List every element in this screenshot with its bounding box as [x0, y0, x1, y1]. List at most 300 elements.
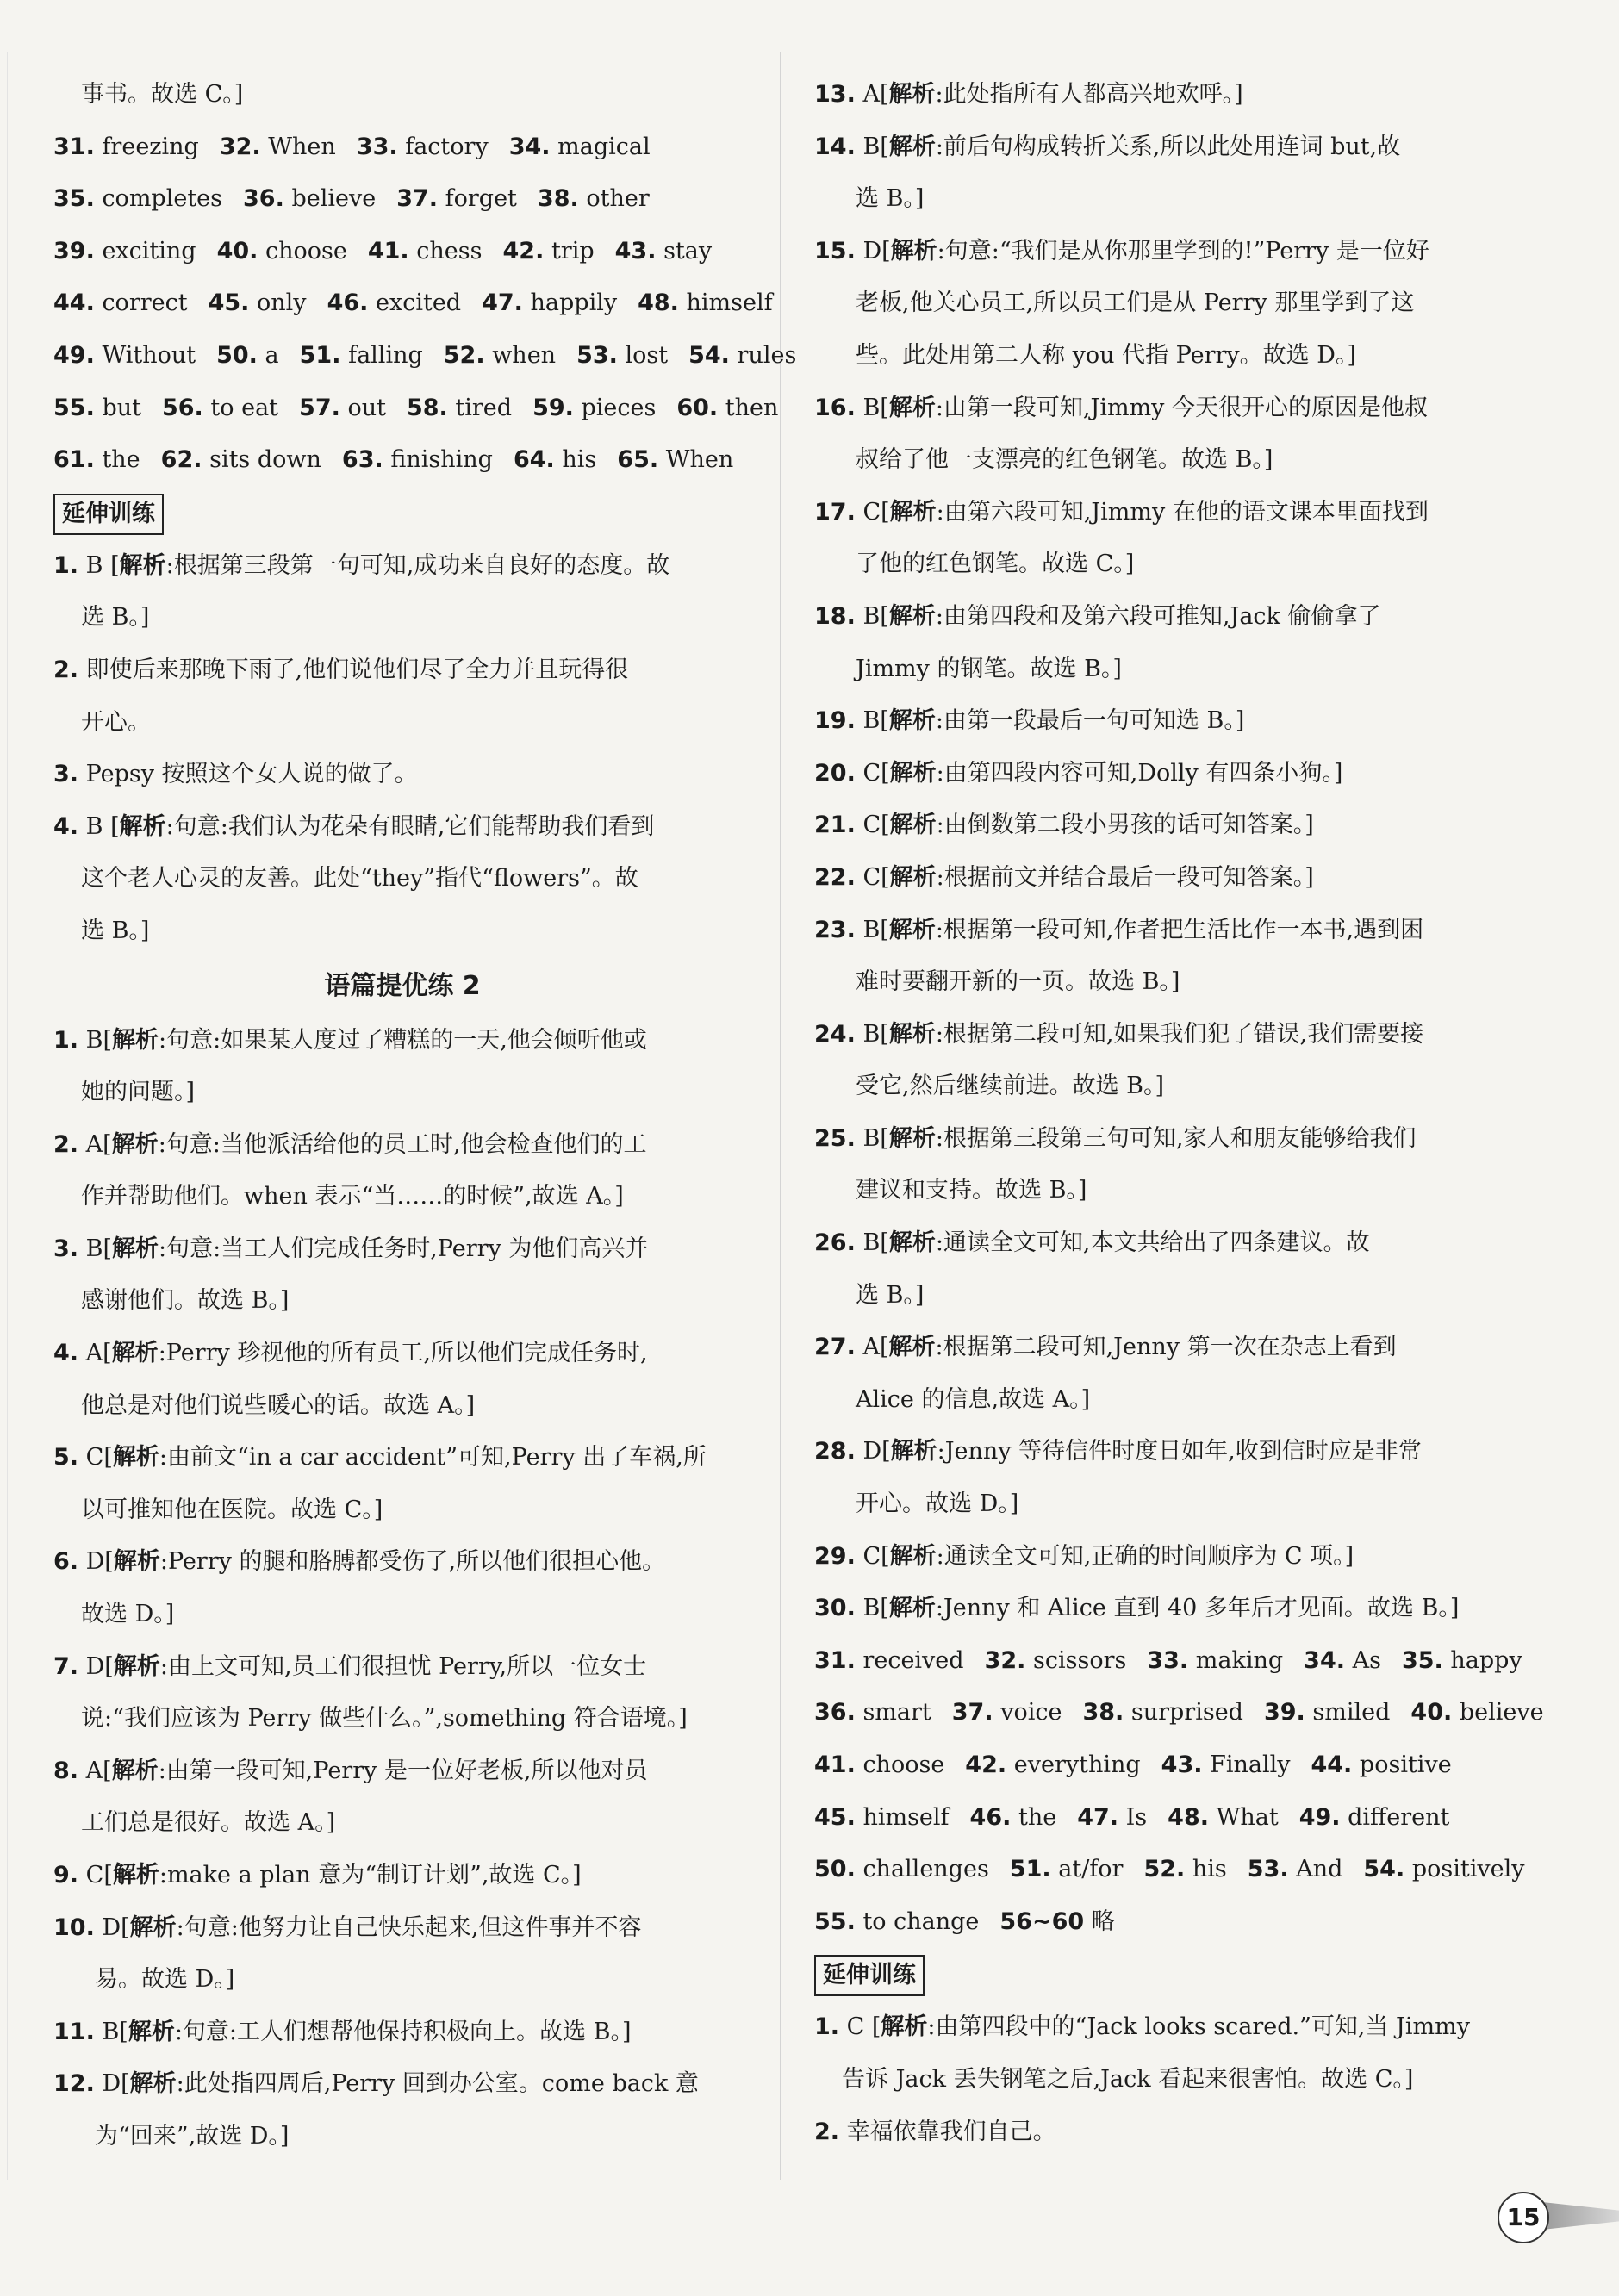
- continuation-line: [814, 173, 1529, 226]
- answer-item: [676, 383, 778, 435]
- answer-word: then: [725, 394, 779, 421]
- answer-item: [576, 330, 668, 383]
- analysis-text: :此处指所有人都高兴地欢呼。]: [935, 81, 1243, 108]
- question-number: 31.: [814, 1646, 856, 1674]
- answer-word: excited: [376, 289, 462, 317]
- answer-item: [368, 226, 483, 278]
- answer-item: [482, 277, 617, 330]
- analysis-text: :由第四段和及第六段可推知,Jack 偷偷拿了: [935, 602, 1381, 630]
- answer-letter: C: [85, 1862, 104, 1888]
- answer-rows: [814, 1635, 1544, 1949]
- analysis-text: 开心。故选 D。]: [856, 1490, 1019, 1518]
- analysis-text: 老板,他关心员工,所以员工们是从 Perry 那里学到了这: [856, 289, 1415, 317]
- question-number: 39.: [53, 237, 95, 264]
- analysis-text: 易。故选 D。]: [95, 1966, 235, 1994]
- answer-word: surprised: [1130, 1699, 1243, 1727]
- answer-item: [503, 226, 595, 278]
- answer-word: lost: [625, 341, 669, 369]
- analysis-tag: 解析: [889, 863, 937, 891]
- continuation-line: [53, 1171, 751, 1223]
- question-number: 52.: [1143, 1856, 1186, 1883]
- answer-item: [970, 1792, 1057, 1845]
- right-column: [814, 69, 1544, 2158]
- question-number: 2.: [53, 1130, 79, 1158]
- answer-word: his: [1192, 1856, 1227, 1883]
- question-number: 36.: [814, 1699, 856, 1727]
- continuation-line: [814, 330, 1529, 383]
- answer-text: C [: [846, 2013, 881, 2041]
- answer-word: received: [862, 1646, 964, 1674]
- analysis-tag: 解析: [888, 394, 936, 421]
- question-number: 43.: [1161, 1752, 1203, 1778]
- analysis-tag: 解析: [888, 1595, 936, 1622]
- question-number: 10.: [53, 1913, 95, 1941]
- answer-letter: B: [862, 602, 881, 630]
- question-number: 14.: [814, 133, 856, 160]
- answer-word: making: [1195, 1646, 1284, 1674]
- answer-letter: D: [102, 1913, 121, 1941]
- analysis-tag: 解析: [888, 1334, 936, 1361]
- page-number: 15: [1498, 2192, 1549, 2243]
- answer-item: [532, 383, 656, 435]
- answer-text: 即使后来那晚下雨了,他们说他们尽了全力并且玩得很: [85, 656, 629, 683]
- answer-word: everything: [1013, 1752, 1141, 1778]
- answer-item: [688, 330, 796, 383]
- answer-item: [814, 1687, 931, 1739]
- answer-line: 18. B[解析:由第四段和及第六段可推知,Jack 偷偷拿了: [814, 602, 1381, 630]
- question-number: 15.: [814, 237, 856, 264]
- answer-word: finishing: [390, 446, 493, 474]
- answer-letter: B: [862, 707, 881, 735]
- answer-letter: D: [85, 1548, 105, 1576]
- analysis-tag: 解析: [889, 759, 937, 787]
- question-number: 46.: [969, 1803, 1012, 1831]
- answer-word: himself: [686, 289, 773, 317]
- analysis-text: 建议和支持。故选 B。]: [856, 1177, 1087, 1204]
- answer-item: [300, 330, 423, 383]
- answer-item: [814, 1844, 989, 1896]
- extension-heading: [814, 1948, 1529, 2001]
- answer-line: 3. B[解析:句意:当工人们完成任务时,Perry 为他们高兴并: [53, 1235, 649, 1262]
- question-number: 54.: [688, 341, 730, 369]
- answer-row: [53, 330, 797, 383]
- answer-word: out: [347, 394, 386, 421]
- answer-item: [1363, 1844, 1524, 1896]
- analysis-tag: 解析: [112, 1444, 159, 1472]
- answer-word: happily: [530, 289, 618, 317]
- answer-letter: D: [102, 2070, 121, 2098]
- answer-letter: C: [862, 812, 881, 839]
- analysis-text: :句意:工人们想帮他保持积极向上。故选 B。]: [174, 2018, 632, 2045]
- analysis-text: 说:“我们应该为 Perry 做些什么。”,something 符合语境。]: [81, 1705, 688, 1733]
- extension-list: [53, 540, 751, 958]
- question-number: 49.: [53, 341, 95, 369]
- continuation-line: [814, 956, 1529, 1009]
- answer-item: [53, 330, 196, 383]
- answer-line: 17. C[解析:由第六段可知,Jimmy 在他的语文课本里面找到: [814, 498, 1429, 526]
- answer-word: happy: [1450, 1646, 1522, 1674]
- continuation-line: [814, 1478, 1529, 1531]
- question-number: 3.: [53, 761, 79, 788]
- answer-word: himself: [862, 1803, 950, 1831]
- answer-word: What: [1216, 1803, 1279, 1831]
- answer-letter: B: [862, 916, 881, 943]
- question-number: 44.: [53, 289, 95, 317]
- continuation-line: [53, 1275, 751, 1328]
- analysis-tag: 解析: [889, 498, 937, 526]
- answer-item: [327, 277, 462, 330]
- analysis-text: :句意:如果某人度过了糟糕的一天,他会倾听他或: [159, 1026, 647, 1054]
- answer-line: 4. A[解析:Perry 珍视他的所有员工,所以他们完成任务时,: [53, 1340, 648, 1367]
- continuation-line: [53, 1067, 751, 1119]
- question-number: 3.: [53, 1235, 79, 1262]
- answer-word: only: [257, 289, 307, 317]
- analysis-text: 工们总是很好。故选 A。]: [81, 1809, 336, 1837]
- question-number: 18.: [814, 602, 856, 630]
- question-number: 46.: [327, 289, 369, 317]
- page-tab-decoration: [1542, 2202, 1619, 2230]
- answer-word: choose: [862, 1752, 945, 1778]
- answer-word: When: [665, 446, 734, 474]
- question-number: 5.: [53, 1444, 79, 1472]
- question-number: 45.: [814, 1803, 856, 1831]
- question-number: 34.: [1304, 1646, 1346, 1674]
- answer-row: [814, 1739, 1529, 1792]
- answer-word: chess: [416, 237, 483, 264]
- answer-item: [1304, 1635, 1381, 1688]
- answer-item: [1143, 1844, 1226, 1896]
- analysis-text: :句意:当他派活给他的员工时,他会检查他们的工: [158, 1130, 647, 1158]
- answer-letter: A: [862, 81, 880, 108]
- answer-item: [407, 383, 512, 435]
- answer-letter: C: [85, 1444, 104, 1472]
- analysis-text: 选 B。]: [81, 917, 150, 944]
- analysis-tag: 解析: [888, 81, 936, 108]
- question-number: 11.: [53, 2018, 95, 2045]
- answer-letter: A: [862, 1334, 880, 1361]
- answer-item: [1082, 1687, 1243, 1739]
- answer-word: rules: [737, 341, 797, 369]
- answer-word: a: [265, 341, 279, 369]
- answer-word: when: [492, 341, 557, 369]
- answer-item: [220, 121, 336, 174]
- answer-item: [53, 121, 199, 174]
- extension-title: 延伸训练: [53, 494, 164, 535]
- answer-line: 14. B[解析:前后句构成转折关系,所以此处用连词 but,故: [814, 133, 1401, 160]
- answer-line: 20. C[解析:由第四段内容可知,Dolly 有四条小狗。]: [814, 759, 1343, 787]
- extension-item: [814, 2001, 1529, 2054]
- question-number: 29.: [814, 1542, 856, 1570]
- answer-item: [53, 226, 196, 278]
- question-number: 31.: [53, 133, 95, 160]
- analysis-tag: 解析: [888, 133, 936, 160]
- answer-word: other: [586, 185, 650, 213]
- continuation-line: [53, 1589, 751, 1641]
- question-number: 1.: [53, 1026, 79, 1054]
- question-number: 37.: [396, 185, 439, 213]
- question-number: 32.: [219, 133, 261, 160]
- answer-word: correct: [102, 289, 188, 317]
- question-number: 8.: [53, 1757, 79, 1784]
- analysis-text: Alice 的信息,故选 A。]: [856, 1385, 1091, 1413]
- answer-letter: C: [862, 759, 881, 787]
- analysis-text: :根据第二段可知,如果我们犯了错误,我们需要接: [935, 1020, 1424, 1048]
- answer-row: [53, 434, 751, 487]
- answer-item: [509, 121, 651, 174]
- answer-letter: B: [862, 1595, 881, 1622]
- analysis-text: 以可推知他在医院。故选 C。]: [81, 1496, 383, 1523]
- continuation-line: [53, 1954, 751, 2007]
- answer-line: 11. B[解析:句意:工人们想帮他保持积极向上。故选 B。]: [53, 2018, 632, 2045]
- analysis-text: :前后句构成转折关系,所以此处用连词 but,故: [935, 133, 1401, 160]
- question-number: 54.: [1363, 1856, 1405, 1883]
- answer-word: to change: [862, 1907, 980, 1935]
- extension-item: [53, 801, 751, 854]
- question-number: 4.: [53, 812, 79, 840]
- question-number: 49.: [1298, 1803, 1341, 1831]
- question-number: 62.: [160, 446, 202, 474]
- analysis-tag: 解析: [112, 1862, 159, 1888]
- analysis-tag: 解析: [888, 602, 936, 630]
- analysis-text: 了他的红色钢笔。故选 C。]: [856, 551, 1135, 578]
- analysis-text: :Jenny 等待信件时度日如年,收到信时应是非常: [937, 1438, 1422, 1465]
- analysis-tag: 解析: [881, 2013, 928, 2041]
- answer-item: [216, 330, 279, 383]
- continuation-line: [814, 277, 1529, 330]
- answer-word: believe: [291, 185, 377, 213]
- continuation-line: [814, 434, 1529, 487]
- answer-item: [299, 383, 386, 435]
- analysis-tag: 解析: [111, 1757, 159, 1784]
- analysis-text: :句意:当工人们完成任务时,Perry 为他们高兴并: [159, 1235, 649, 1262]
- question-number: 53.: [576, 341, 618, 369]
- answer-line: 2. A[解析:句意:当他派活给他的员工时,他会检查他们的工: [53, 1130, 647, 1158]
- answer-word: trip: [551, 237, 595, 264]
- question-number: 55.: [53, 394, 95, 421]
- answer-item: [396, 173, 517, 226]
- analysis-text: :由第一段最后一句可知选 B。]: [935, 707, 1245, 735]
- analysis-tag: 解析: [888, 1020, 936, 1048]
- extension-item: [53, 644, 751, 697]
- answer-item: [814, 1792, 950, 1845]
- answer-letter: D: [862, 1438, 882, 1465]
- question-number: 4.: [53, 1340, 79, 1367]
- question-number: 56~60: [999, 1907, 1085, 1935]
- question-number: 61.: [53, 446, 95, 474]
- answer-item: [444, 330, 556, 383]
- analysis-text: :根据第三段第一句可知,成功来自良好的态度。故: [165, 551, 670, 579]
- answer-row: [53, 226, 751, 278]
- question-number: 6.: [53, 1548, 79, 1576]
- question-number: 60.: [676, 394, 719, 421]
- question-number: 9.: [53, 1862, 79, 1888]
- answer-word: And: [1296, 1856, 1343, 1883]
- analysis-text: :根据第二段可知,Jenny 第一次在杂志上看到: [935, 1334, 1397, 1361]
- question-number: 55.: [814, 1907, 856, 1935]
- analysis-tag: 解析: [129, 1913, 177, 1941]
- answer-letter: C: [862, 1542, 881, 1570]
- continuation-line: [53, 853, 751, 905]
- answer-text: 幸福依靠我们自己。: [846, 2118, 1056, 2145]
- answer-item: [1410, 1687, 1543, 1739]
- answer-text: Pepsy 按照这个女人说的做了。: [85, 761, 418, 788]
- answer-line: 7. D[解析:由上文可知,员工们很担忧 Perry,所以一位女士: [53, 1652, 647, 1680]
- analysis-tag: 解析: [888, 707, 936, 735]
- answer-row: [53, 173, 751, 226]
- question-number: 37.: [951, 1699, 993, 1727]
- answer-text: B [: [85, 551, 120, 579]
- question-number: 40.: [1410, 1699, 1453, 1727]
- analysis-text: :通读全文可知,正确的时间顺序为 C 项。]: [936, 1542, 1354, 1570]
- analysis-text: 受它,然后继续前进。故选 B。]: [856, 1073, 1165, 1100]
- question-number: 16.: [814, 394, 856, 421]
- continuation-line: [53, 1484, 751, 1537]
- answer-item: [985, 1635, 1127, 1688]
- answer-line: 1. B[解析:句意:如果某人度过了糟糕的一天,他会倾听他或: [53, 1026, 647, 1054]
- analysis-text: :句意:他努力让自己快乐起来,但这件事并不容: [176, 1913, 642, 1941]
- answer-line: 9. C[解析:make a plan 意为“制订计划”,故选 C。]: [53, 1862, 582, 1888]
- answer-item: [1299, 1792, 1450, 1845]
- answer-item: [814, 1635, 964, 1688]
- question-number: 38.: [537, 185, 579, 213]
- question-number: 40.: [216, 237, 258, 264]
- question-number: 34.: [508, 133, 551, 160]
- analysis-tag: 解析: [889, 1542, 937, 1570]
- answer-item: [1077, 1792, 1147, 1845]
- answer-word: 略: [1091, 1907, 1115, 1935]
- analysis-tag: 解析: [128, 2018, 175, 2045]
- question-number: 33.: [356, 133, 398, 160]
- answer-line: 10. D[解析:句意:他努力让自己快乐起来,但这件事并不容: [53, 1913, 642, 1941]
- answer-line: 19. B[解析:由第一段最后一句可知选 B。]: [814, 707, 1245, 735]
- answer-word: Without: [102, 341, 196, 369]
- answer-item: [1010, 1844, 1124, 1896]
- question-number: 58.: [406, 394, 448, 421]
- analysis-text: 他总是对他们说些暖心的话。故选 A。]: [81, 1391, 476, 1419]
- analysis-text: :句意:我们认为花朵有眼睛,它们能帮助我们看到: [165, 812, 655, 840]
- extension-heading: [53, 487, 751, 540]
- answer-letter: B: [862, 1020, 881, 1048]
- answer-line: 21. C[解析:由倒数第二段小男孩的话可知答案。]: [814, 812, 1314, 839]
- question-number: 43.: [614, 237, 657, 264]
- answer-word: to eat: [210, 394, 279, 421]
- question-number: 48.: [638, 289, 679, 317]
- analysis-text: 这个老人心灵的友善。此处“they”指代“flowers”。故: [81, 865, 638, 893]
- answer-item: [342, 434, 493, 487]
- continuation-line: [53, 1797, 751, 1850]
- answer-row: [814, 1896, 1529, 1949]
- answer-item: [538, 173, 650, 226]
- answer-word: completes: [102, 185, 222, 213]
- answer-letter: B: [102, 2018, 120, 2045]
- answer-item: [617, 434, 733, 487]
- left-column: [53, 69, 797, 2163]
- continuation-line: [53, 592, 751, 644]
- answer-letter: A: [85, 1757, 103, 1784]
- analysis-text: :根据前文并结合最后一段可知答案。]: [936, 863, 1314, 891]
- analysis-text: 选 B。]: [856, 185, 925, 213]
- answer-rows: [53, 121, 797, 487]
- question-number: 41.: [367, 237, 409, 264]
- answer-item: [814, 1896, 979, 1949]
- answer-line: 25. B[解析:根据第三段第三句可知,家人和朋友能够给我们: [814, 1124, 1417, 1152]
- continuation-line: [53, 1380, 751, 1433]
- answer-letter: B: [85, 1026, 103, 1054]
- answer-line: 15. D[解析:句意:“我们是从你那里学到的!”Perry 是一位好: [814, 237, 1429, 264]
- analysis-tag: 解析: [890, 1438, 937, 1465]
- analysis-tag: 解析: [889, 812, 937, 839]
- answer-word: pieces: [581, 394, 657, 421]
- analysis-text: :通读全文可知,本文共给出了四条建议。故: [935, 1229, 1370, 1257]
- answer-word: voice: [1000, 1699, 1062, 1727]
- answer-word: stay: [663, 237, 713, 264]
- answer-letter: D: [862, 237, 882, 264]
- analysis-tag: 解析: [112, 1235, 159, 1262]
- analysis-tag: 解析: [119, 812, 166, 840]
- question-number: 23.: [814, 916, 856, 943]
- answer-row: [814, 1687, 1544, 1739]
- question-number: 2.: [53, 656, 79, 683]
- answer-word: tired: [455, 394, 513, 421]
- answer-letter: B: [862, 394, 881, 421]
- question-number: 2.: [814, 2118, 840, 2145]
- question-number: 45.: [208, 289, 250, 317]
- analysis-text: 难时要翻开新的一页。故选 B。]: [856, 968, 1180, 996]
- analysis-text: 些。此处用第二人称 you 代指 Perry。故选 D。]: [856, 341, 1356, 369]
- analysis-text: 选 B。]: [856, 1281, 925, 1309]
- extension-list: [814, 2001, 1529, 2158]
- answer-line: 27. A[解析:根据第二段可知,Jenny 第一次在杂志上看到: [814, 1334, 1397, 1361]
- question-number: 7.: [53, 1652, 79, 1680]
- answer-line: 30. B[解析:Jenny 和 Alice 直到 40 多年后才见面。故选 B。]: [814, 1595, 1460, 1622]
- answer-word: positive: [1359, 1752, 1452, 1778]
- extension-item: [814, 2106, 1529, 2159]
- answer-line: 22. C[解析:根据前文并结合最后一段可知答案。]: [814, 863, 1314, 891]
- answer-word: at/for: [1058, 1856, 1124, 1883]
- analysis-text: :根据第三段第三句可知,家人和朋友能够给我们: [935, 1124, 1417, 1152]
- answer-word: believe: [1459, 1699, 1544, 1727]
- question-number: 65.: [617, 446, 659, 474]
- answer-line: 16. B[解析:由第一段可知,Jimmy 今天很开心的原因是他叔: [814, 394, 1429, 421]
- answer-item: [53, 434, 140, 487]
- answer-word: Finally: [1210, 1752, 1291, 1778]
- answer-item: [1264, 1687, 1390, 1739]
- answer-line: 26. B[解析:通读全文可知,本文共给出了四条建议。故: [814, 1229, 1370, 1257]
- answer-item: [243, 173, 376, 226]
- continuation-line: [53, 1693, 751, 1745]
- continuation-line: [814, 1270, 1529, 1322]
- answer-word: exciting: [102, 237, 196, 264]
- analysis-text: :Perry 珍视他的所有员工,所以他们完成任务时,: [158, 1340, 648, 1367]
- analysis-text: :Jenny 和 Alice 直到 40 多年后才见面。故选 B。]: [935, 1595, 1460, 1622]
- question-number: 12.: [53, 2070, 95, 2098]
- question-number: 50.: [216, 341, 258, 369]
- question-number: 50.: [814, 1856, 856, 1883]
- answer-word: scissors: [1033, 1646, 1127, 1674]
- question-number: 38.: [1082, 1699, 1124, 1727]
- analysis-text: Jimmy 的钢笔。故选 B。]: [856, 655, 1122, 682]
- question-number: 26.: [814, 1229, 856, 1257]
- question-number: 28.: [814, 1438, 856, 1465]
- question-number: 48.: [1168, 1803, 1209, 1831]
- question-number: 19.: [814, 707, 856, 735]
- question-number: 53.: [1247, 1856, 1289, 1883]
- answer-item: [209, 277, 307, 330]
- answer-item: [1168, 1792, 1279, 1845]
- answer-word: positively: [1411, 1856, 1525, 1883]
- analysis-tag: 解析: [888, 916, 936, 943]
- question-number: 39.: [1263, 1699, 1305, 1727]
